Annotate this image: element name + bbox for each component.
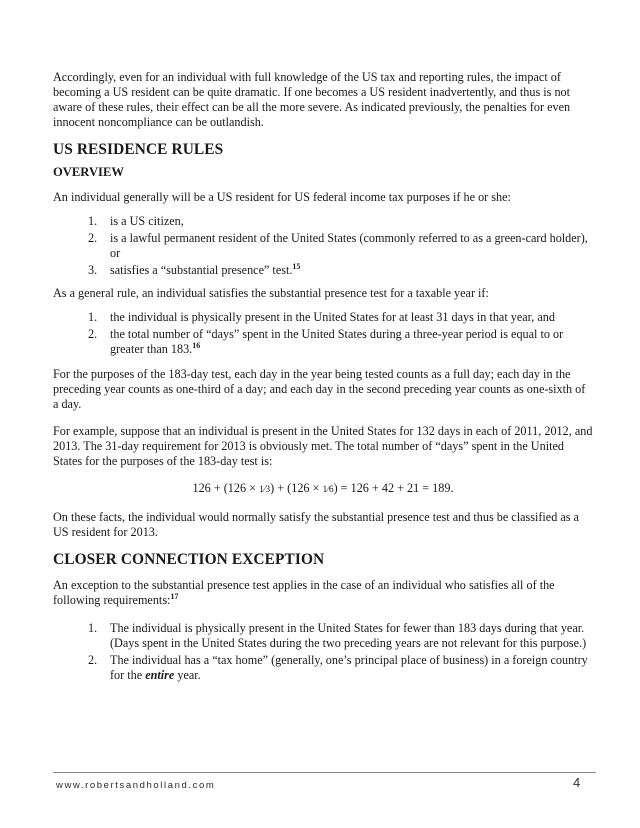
list-item [53,310,593,325]
list-number: 1. [88,621,98,635]
formula-part: 126 + (126 × [192,481,260,495]
formula-fraction-one-sixth: 1⁄6 [322,485,334,495]
list-item-text: year. [174,668,201,682]
day-weighting-paragraph: For the purposes of the 183-day test, each day in the year being tested counts as a full day; each day in the preceding year counts as one-third of a day; and each day in the second preceding year counts as one-sixth of a day. [53,367,586,411]
list-item-text: the total number of “days” spent in the United States during a three-year period is equal to or greater than 183. [110,327,564,356]
day-count-formula [53,481,593,498]
list-number: 1. [88,310,98,324]
list-item [53,214,593,229]
footer-divider [53,772,596,773]
residence-lead-paragraph: An individual generally will be a US resident for US federal income tax purposes if he or she: [53,190,511,204]
emphasis-entire: entire [145,668,175,682]
exception-lead-paragraph [53,578,593,608]
page-content [53,70,593,685]
intro-paragraph: Accordingly, even for an individual with full knowledge of the US tax and reporting rules, the impact of becoming a US resident can be quite dramatic. If one becomes a US resident inadvertently, and thus is not aware of these rules, their effect can be all the more severe. As indicated previously, the penalties for even innocent noncompliance can be outlandish. [53,70,571,129]
list-item-text: The individual is physically present in the United States for fewer than 183 days during that year. (Days spent in the United States during the two preceding years are not relevant for this purpose.) [110,621,587,650]
list-item-text: satisfies a “substantial presence” test. [110,263,293,277]
substantial-presence-list [53,310,593,357]
facts-conclusion-paragraph: On these facts, the individual would normally satisfy the substantial presence test and thus be classified as a US resident for 2013. [53,510,579,539]
list-item-text: The individual has a “tax home” (generally, one’s principal place of business) in a foreign country for the [110,653,588,682]
list-item [53,327,593,357]
list-item-text: is a lawful permanent resident of the United States (commonly referred to as a green-card holder), or [110,231,588,260]
list-number: 2. [88,327,98,341]
list-item-text: the individual is physically present in the United States for at least 31 days in that year, and [110,310,555,324]
heading-closer-connection-exception: CLOSER CONNECTION EXCEPTION [53,551,325,568]
formula-fraction-one-third: 1⁄3 [259,485,271,495]
formula-part: ) + (126 × [270,481,323,495]
list-item [53,653,593,683]
heading-us-residence-rules: US RESIDENCE RULES [53,141,224,158]
footnote-marker: 15 [292,262,301,271]
list-number: 2. [88,231,98,245]
example-paragraph: For example, suppose that an individual is present in the United States for 132 days in each of 2011, 2012, and 2013. The 31-day requirement for 2013 is obviously met. The total number of “days” spent in the United States for the purposes of the 183-day test is: [53,424,593,468]
footnote-marker: 17 [170,592,179,601]
list-number: 3. [88,263,98,277]
exception-lead-text: An exception to the substantial presence test applies in the case of an individual who satisfies all of the following requirements: [53,578,555,607]
list-number: 2. [88,653,98,667]
formula-part: ) = 126 + 42 + 21 = 189. [333,481,454,495]
list-item-text: is a US citizen, [110,214,184,228]
exception-requirements-list [53,621,593,683]
subheading-overview: OVERVIEW [53,165,124,179]
substantial-presence-lead: As a general rule, an individual satisfies the substantial presence test for a taxable year if: [53,286,489,300]
list-item [53,621,593,651]
page-number: 4 [573,775,581,790]
list-item [53,263,593,278]
footnote-marker: 16 [192,341,201,350]
list-number: 1. [88,214,98,228]
residence-criteria-list [53,214,593,278]
list-item [53,231,593,261]
footer-website: www.robertsandholland.com [56,780,216,791]
